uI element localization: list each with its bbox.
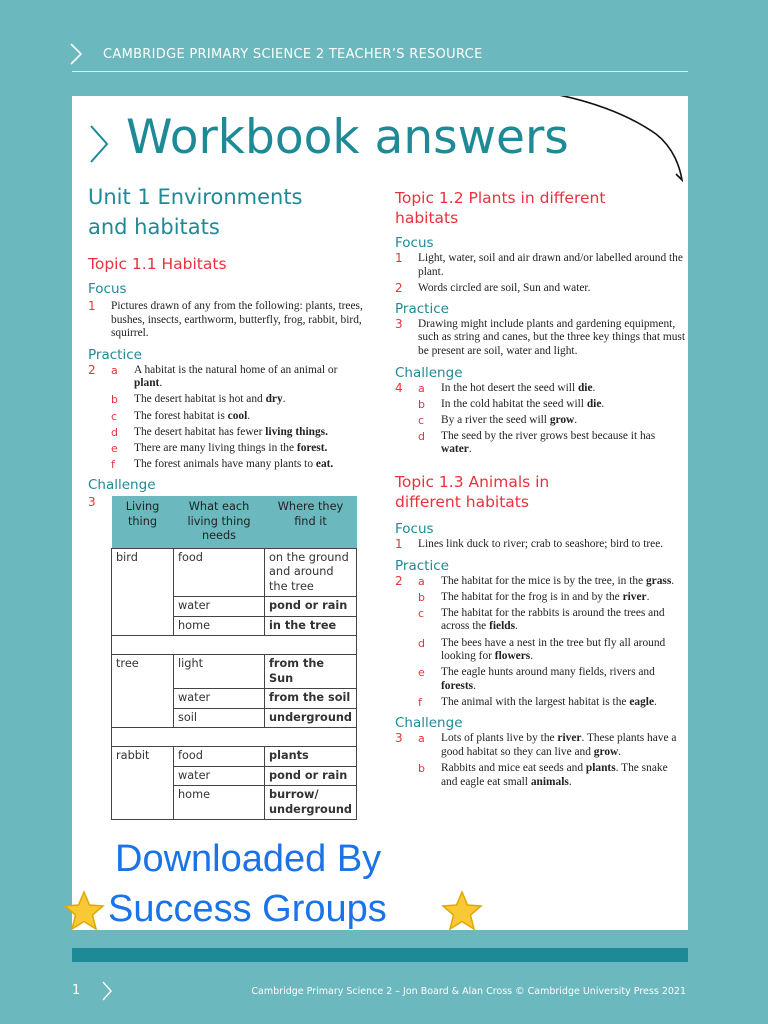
answer-text: . xyxy=(568,775,572,788)
question-item xyxy=(395,252,685,279)
answer-keyword: water xyxy=(441,443,469,456)
table-spacer xyxy=(112,728,357,747)
answer-text: Words circled are soil, Sun and water. xyxy=(418,282,591,295)
answer-letter: b xyxy=(111,393,118,407)
section-challenge: Challenge xyxy=(88,477,156,494)
answer-keyword: grow xyxy=(593,746,619,759)
table-cell-where: in the tree xyxy=(265,616,357,636)
answer-keyword: river xyxy=(622,590,647,603)
answer-keyword: plant xyxy=(134,377,160,390)
left-column xyxy=(88,182,368,820)
answer-text: Lots of plants live by the xyxy=(441,732,558,745)
answer-item xyxy=(88,458,368,472)
question-item xyxy=(395,318,685,359)
question-number: 2 xyxy=(395,281,403,296)
answer-text: In the cold habitat the seed will xyxy=(441,397,587,410)
header-title: CAMBRIDGE PRIMARY SCIENCE 2 TEACHER’S RESOURCE xyxy=(103,47,483,62)
answer-item xyxy=(395,575,685,589)
answer-item xyxy=(395,762,685,789)
table-cell-where: from the soil xyxy=(265,689,357,709)
topic-title: Topic 1.3 Animals in different habitats xyxy=(395,473,550,512)
answer-text: The habitat for the rabbits is around the trees and across the xyxy=(441,606,665,633)
answer-text: The habitat for the frog is in and by the xyxy=(441,590,623,603)
footer-bar xyxy=(72,948,688,962)
answer-item xyxy=(395,607,685,634)
table-spacer-row xyxy=(112,636,357,655)
answer-text: In the hot desert the seed will xyxy=(441,381,578,394)
answer-text: The forest habitat is xyxy=(134,409,228,422)
question-number: 1 xyxy=(395,251,403,265)
table-header: Living thing xyxy=(112,496,174,548)
section-focus: Focus xyxy=(88,281,127,297)
answer-item xyxy=(395,666,685,693)
table-row xyxy=(112,548,357,597)
answer-text: A habitat is the natural home of an animal or xyxy=(134,363,338,376)
answer-item xyxy=(88,426,368,440)
answer-text: The seed by the river grows best because it has xyxy=(441,429,656,442)
table-cell-need: soil xyxy=(174,708,265,728)
answer-letter: c xyxy=(418,606,425,620)
answer-text: . xyxy=(654,695,657,708)
table-cell-need: light xyxy=(174,655,265,689)
answer-keyword: plants xyxy=(585,762,616,775)
answer-keyword: living things. xyxy=(265,425,328,438)
table-cell-thing: bird xyxy=(112,548,174,636)
answer-text: The forest animals have many plants to xyxy=(134,457,316,470)
answer-text: . These plants have a good habitat so they can live and xyxy=(441,732,677,759)
question-number: 1 xyxy=(395,537,403,552)
chevron-right-icon xyxy=(68,42,84,66)
table-cell-need: water xyxy=(174,766,265,786)
answer-keyword: animals xyxy=(530,775,569,788)
section-practice: Practice xyxy=(395,300,449,317)
table-row xyxy=(112,655,357,689)
answer-letter: a xyxy=(418,732,425,746)
answer-text: . xyxy=(618,746,622,759)
table-spacer xyxy=(112,636,357,655)
answer-item xyxy=(395,637,685,664)
answer-keyword: fields xyxy=(489,620,516,633)
section-focus: Focus xyxy=(395,235,434,251)
answer-text: There are many living things in the xyxy=(134,441,297,454)
footer-credit: Cambridge Primary Science 2 – Jon Board & Alan Cross © Cambridge University Press 2021 xyxy=(251,986,686,997)
answer-letter: b xyxy=(418,590,425,604)
answer-keyword: grow xyxy=(549,413,575,426)
answer-text: The bees have a nest in the tree but fly all around looking for xyxy=(441,636,666,663)
table-header: Where they find it xyxy=(265,496,357,548)
answer-letter: b xyxy=(418,762,425,776)
table-cell-where: on the ground and around the tree xyxy=(265,548,357,597)
answer-letter: d xyxy=(418,429,425,443)
answer-item xyxy=(395,398,685,412)
answer-item xyxy=(395,696,685,710)
answer-list xyxy=(395,252,685,296)
table-cell-need: food xyxy=(174,747,265,767)
answer-keyword: river xyxy=(557,732,582,745)
answer-text: By a river the seed will xyxy=(441,413,550,426)
table-cell-need: home xyxy=(174,786,265,820)
answer-letter: f xyxy=(111,457,115,471)
answer-item xyxy=(88,442,368,456)
table-cell-where: from the Sun xyxy=(265,655,357,689)
answer-letter: f xyxy=(418,695,422,709)
answer-text: . xyxy=(601,397,605,410)
question-number: 4 xyxy=(395,380,403,395)
answer-keyword: grass xyxy=(645,574,672,587)
answer-text: The habitat for the mice is by the tree, in the xyxy=(441,574,646,587)
answer-keyword: die xyxy=(586,397,602,410)
topic-title: Topic 1.2 Plants in different habitats xyxy=(395,189,606,227)
chevron-right-icon xyxy=(88,124,110,164)
answer-letter: e xyxy=(418,666,425,680)
answer-item xyxy=(395,732,685,759)
question-number: 2 xyxy=(395,573,403,588)
page-number: 1 xyxy=(72,983,81,998)
answer-item xyxy=(88,393,368,407)
table-cell-where: pond or rain xyxy=(265,766,357,786)
handwritten-scribble xyxy=(436,96,686,194)
answer-item xyxy=(395,414,685,428)
answer-text: . xyxy=(515,620,518,633)
answer-list xyxy=(395,575,685,710)
answer-letter: a xyxy=(418,574,425,588)
section-challenge: Challenge xyxy=(395,364,463,381)
document-page xyxy=(72,96,688,930)
answer-text: Lines link duck to river; crab to seashore; bird to tree. xyxy=(418,538,664,551)
answer-item xyxy=(88,410,368,424)
answer-list xyxy=(395,732,685,789)
answer-item xyxy=(88,364,368,391)
answer-letter: e xyxy=(111,441,118,455)
table-header: What each living thing needs xyxy=(174,496,265,548)
table-cell-where: underground xyxy=(265,708,357,728)
answer-item xyxy=(395,591,685,605)
right-column xyxy=(395,188,685,789)
answer-letter: c xyxy=(418,413,425,427)
chevron-right-icon xyxy=(101,980,113,1002)
table-cell-thing: rabbit xyxy=(112,747,174,820)
table-cell-where: burrow/ underground xyxy=(265,786,357,820)
answer-text: The eagle hunts around many fields, rivers and xyxy=(441,666,655,679)
answer-keyword: die xyxy=(577,381,593,394)
habitat-table xyxy=(111,496,357,820)
answer-text: . xyxy=(574,413,578,426)
answer-keyword: dry xyxy=(265,393,283,406)
table-spacer-row xyxy=(112,728,357,747)
answer-keyword: eagle xyxy=(629,695,654,708)
answer-letter: a xyxy=(418,381,425,395)
question-number: 2 xyxy=(88,362,96,377)
answer-text: Pictures drawn of any from the following: plants, trees, bushes, insects, earthworm, butterfly, frog, rabbit, bird, squirrel. xyxy=(111,300,363,340)
answer-letter: a xyxy=(111,363,118,377)
answer-text: Rabbits and mice eat seeds and xyxy=(441,762,586,775)
answer-text: The desert habitat has fewer xyxy=(134,425,266,438)
question-number: 3 xyxy=(395,316,403,331)
answer-list xyxy=(395,382,685,457)
topic-title: Topic 1.1 Habitats xyxy=(88,255,227,273)
answer-item xyxy=(395,430,685,457)
answer-keyword: forests xyxy=(441,679,474,692)
answer-text: . xyxy=(646,590,650,603)
table-cell-need: food xyxy=(174,548,265,597)
section-focus: Focus xyxy=(395,521,434,538)
answer-text: Drawing might include plants and gardening equipment, such as string and canes, but the three key things that must be present are soil, water and light. xyxy=(418,317,685,357)
unit-title: Unit 1 Environments and habitats xyxy=(88,185,303,239)
answer-text: Light, water, soil and air drawn and/or labelled around the plant. xyxy=(418,252,683,278)
question-number: 1 xyxy=(88,299,96,313)
page-title: Workbook answers xyxy=(126,110,569,165)
section-practice: Practice xyxy=(395,557,449,574)
answer-text: . xyxy=(592,381,596,394)
table-cell-where: plants xyxy=(265,747,357,767)
table-cell-need: water xyxy=(174,689,265,709)
answer-text: . The snake and eagle eat small xyxy=(441,762,668,788)
answer-keyword: eat. xyxy=(315,457,334,470)
watermark-line: Downloaded By xyxy=(115,838,382,880)
table-cell-thing: tree xyxy=(112,655,174,728)
header-divider xyxy=(72,71,688,72)
question-item xyxy=(395,538,685,552)
answer-keyword: cool xyxy=(227,409,248,422)
star-icon xyxy=(62,890,106,932)
question-item xyxy=(88,300,368,341)
table-cell-need: home xyxy=(174,616,265,636)
watermark-line: Success Groups xyxy=(108,888,387,930)
answer-text: . xyxy=(247,409,251,422)
question-item xyxy=(395,282,685,296)
answer-letter: d xyxy=(418,636,425,650)
answer-text: . xyxy=(468,443,472,456)
answer-letter: d xyxy=(111,425,118,439)
answer-keyword: forest. xyxy=(296,441,328,454)
star-icon xyxy=(440,890,484,932)
answer-text: . xyxy=(671,574,675,587)
table-cell-need: water xyxy=(174,597,265,617)
question-number: 3 xyxy=(88,495,96,510)
answer-text: . xyxy=(473,679,476,692)
question-number: 3 xyxy=(395,731,403,746)
section-challenge: Challenge xyxy=(395,715,463,732)
answer-list xyxy=(88,364,368,472)
answer-letter: b xyxy=(418,397,425,411)
answer-text: . xyxy=(159,377,163,390)
table-row xyxy=(112,747,357,767)
table-cell-where: pond or rain xyxy=(265,597,357,617)
page-header xyxy=(0,0,768,72)
answer-text: . xyxy=(530,650,534,663)
answer-keyword: flowers xyxy=(494,650,531,663)
section-practice: Practice xyxy=(88,346,142,363)
answer-text: . xyxy=(282,393,286,406)
answer-text: The animal with the largest habitat is the xyxy=(441,695,630,708)
answer-letter: c xyxy=(111,409,118,423)
answer-item xyxy=(395,382,685,396)
answer-text: The desert habitat is hot and xyxy=(134,393,266,406)
